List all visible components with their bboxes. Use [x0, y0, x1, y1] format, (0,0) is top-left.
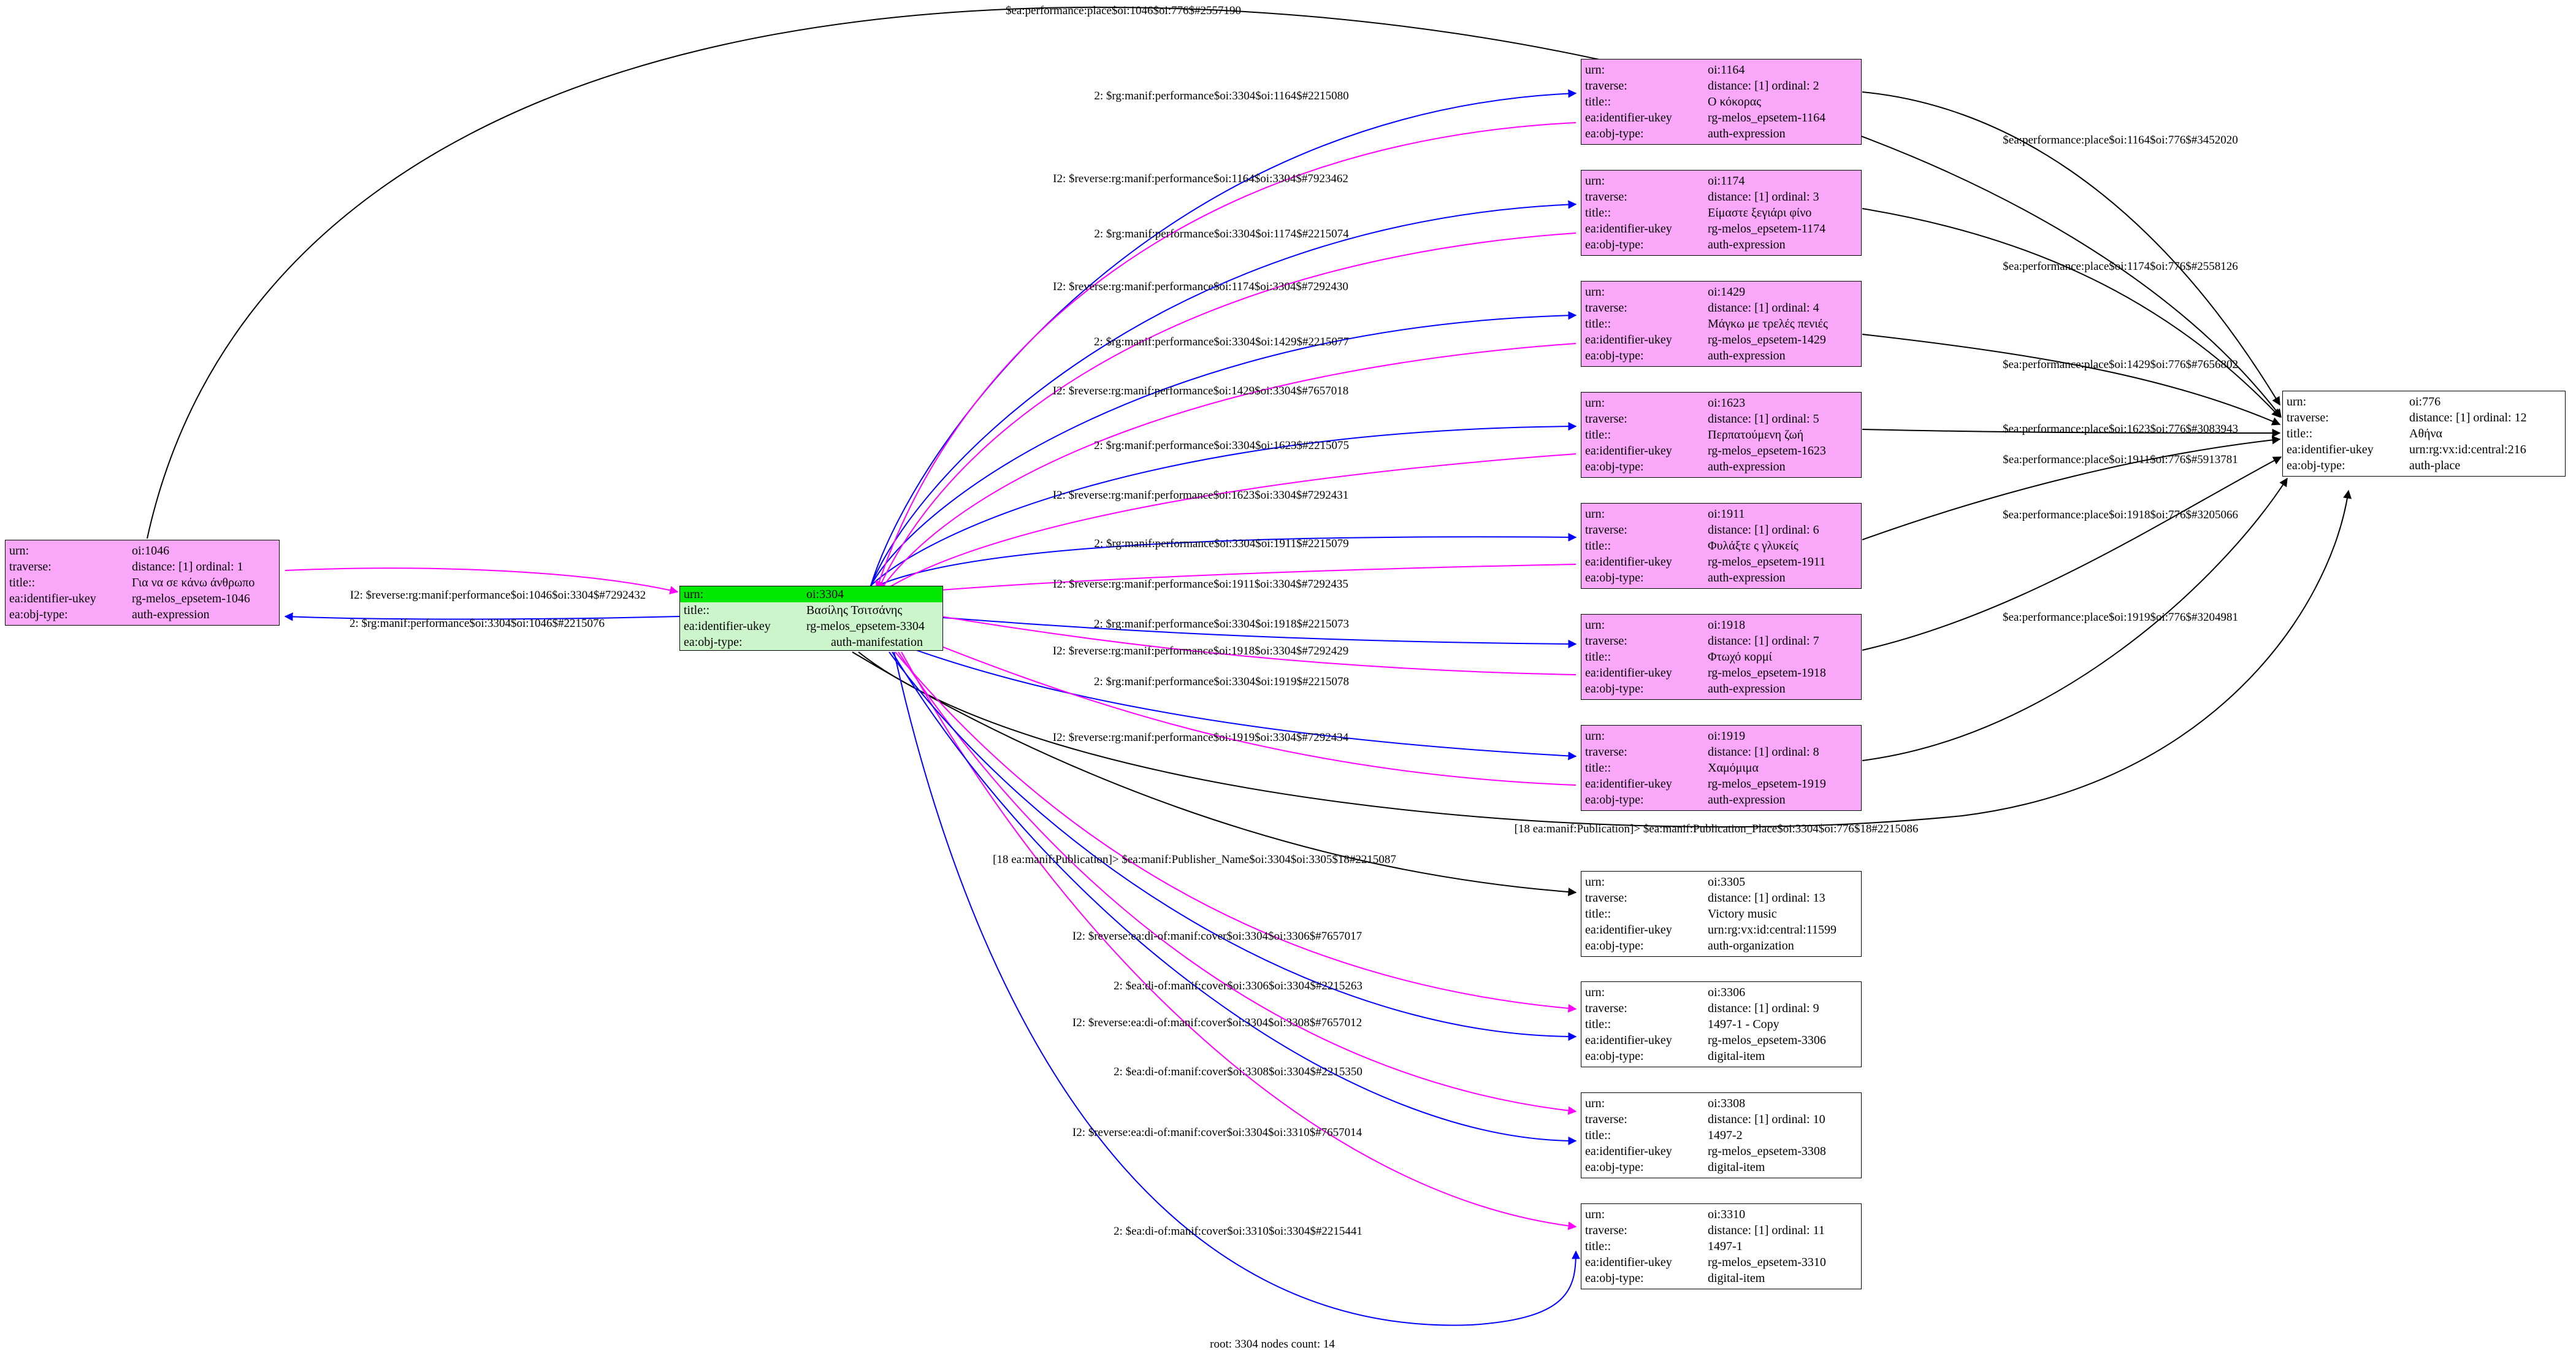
- node-776[interactable]: [2282, 391, 2566, 477]
- edge-label-place-1164: $ea:performance:place$oi:1164$oi:776$#3452020: [2003, 134, 2238, 147]
- node-1429-objtype: auth-expression: [1708, 349, 1786, 363]
- edge-label-reverse-1623: I2: $reverse:rg:manif:performance$oi:1623$oi:3304$#7292431: [1052, 489, 1349, 502]
- node-1046-urn: oi:1046: [132, 544, 170, 558]
- node-1046-urn-label: urn:: [9, 544, 29, 558]
- node-1429-urn-label: urn:: [1585, 285, 1605, 299]
- node-3304-urn: oi:3304: [806, 588, 844, 601]
- node-1046-title: Για να σε κάνω άνθρωπο: [132, 576, 255, 589]
- node-1919-objtype: auth-expression: [1708, 793, 1786, 807]
- node-1174-urn-label: urn:: [1585, 174, 1605, 188]
- node-3306-traverse: distance: [1] ordinal: 9: [1708, 1002, 1819, 1015]
- node-3305-title-label: title::: [1585, 907, 1611, 921]
- node-1919-type-label: ea:obj-type:: [1585, 793, 1644, 807]
- node-776-traverse-label: traverse:: [2287, 411, 2329, 424]
- edge-label-place-1046: $ea:performance:place$oi:1046$oi:776$#2557190: [1005, 4, 1242, 17]
- node-776-type-label: ea:obj-type:: [2287, 459, 2345, 472]
- node-3310-objtype: digital-item: [1708, 1272, 1765, 1285]
- node-1174-title-label: title::: [1585, 206, 1611, 220]
- node-1919-id-label: ea:identifier-ukey: [1585, 777, 1672, 791]
- node-3310-type-label: ea:obj-type:: [1585, 1272, 1644, 1285]
- edge-label-perf-1429: 2: $rg:manif:performance$oi:3304$oi:1429$#2215077: [1094, 336, 1349, 348]
- node-1429-traverse-label: traverse:: [1585, 301, 1627, 315]
- node-3305-title: Victory music: [1708, 907, 1777, 921]
- node-1623-urn: oi:1623: [1708, 396, 1746, 410]
- node-776-urn: oi:776: [2409, 395, 2441, 409]
- node-1911-title: Φυλάξτε ς γλυκείς: [1708, 539, 1798, 553]
- node-1911-urn: oi:1911: [1708, 507, 1745, 521]
- node-1918-objtype: auth-expression: [1708, 682, 1786, 696]
- node-1911[interactable]: [1581, 503, 1862, 589]
- edge-label-reverse-1164: I2: $reverse:rg:manif:performance$oi:1164$oi:3304$#7923462: [1053, 172, 1348, 185]
- node-1918-type-label: ea:obj-type:: [1585, 682, 1644, 696]
- node-3310[interactable]: [1581, 1203, 1862, 1289]
- node-1164-urn: oi:1164: [1708, 63, 1745, 77]
- node-1911-objtype: auth-expression: [1708, 571, 1786, 585]
- node-1911-title-label: title::: [1585, 539, 1611, 553]
- node-1174-title: Είμαστε ξεγιάρι φίνο: [1708, 206, 1812, 220]
- node-1429-type-label: ea:obj-type:: [1585, 349, 1644, 363]
- edge-label-reverse-1174: I2: $reverse:rg:manif:performance$oi:1174$oi:3304$#7292430: [1053, 280, 1348, 293]
- node-1918-traverse: distance: [1] ordinal: 7: [1708, 634, 1819, 648]
- node-3305-urn: oi:3305: [1708, 875, 1746, 889]
- node-3306-title: 1497-1 - Copy: [1708, 1018, 1779, 1031]
- node-1918-title-label: title::: [1585, 650, 1611, 664]
- node-776-urn-label: urn:: [2287, 395, 2307, 409]
- node-1174-traverse-label: traverse:: [1585, 190, 1627, 204]
- edge-label-place-1911: $ea:performance:place$oi:1911$oi:776$#5913781: [2003, 453, 2238, 466]
- edge-label-reverse-cover-3308: I2: $reverse:ea:di-of:manif:cover$oi:3304$oi:3308$#7657012: [1072, 1016, 1363, 1029]
- node-1911-traverse-label: traverse:: [1585, 523, 1627, 537]
- node-1164-type-label: ea:obj-type:: [1585, 127, 1644, 140]
- node-3305[interactable]: [1581, 871, 1862, 957]
- node-3304-objtype: auth-manifestation: [831, 635, 923, 649]
- node-1919-urn-label: urn:: [1585, 729, 1605, 743]
- node-3308-urn-label: urn:: [1585, 1097, 1605, 1110]
- node-1046-traverse-label: traverse:: [9, 560, 52, 574]
- node-3306-traverse-label: traverse:: [1585, 1002, 1627, 1015]
- node-1918[interactable]: [1581, 614, 1862, 700]
- edge-label-place-1919: $ea:performance:place$oi:1919$oi:776$#3204981: [2002, 611, 2239, 624]
- node-1623-id-label: ea:identifier-ukey: [1585, 444, 1672, 458]
- node-1623-title-label: title::: [1585, 428, 1611, 442]
- node-1046-id-label: ea:identifier-ukey: [9, 592, 96, 605]
- node-1174-type-label: ea:obj-type:: [1585, 238, 1644, 251]
- node-1046-title-label: title::: [9, 576, 36, 589]
- edge-label-reverse-1429: I2: $reverse:rg:manif:performance$oi:1429$oi:3304$#7657018: [1052, 385, 1349, 397]
- node-776-identifier: urn:rg:vx:id:central:216: [2409, 443, 2526, 456]
- node-1174[interactable]: [1581, 170, 1862, 256]
- node-3308[interactable]: [1581, 1092, 1862, 1178]
- node-776-id-label: ea:identifier-ukey: [2287, 443, 2374, 456]
- node-1164-urn-label: urn:: [1585, 63, 1605, 77]
- node-3310-urn-label: urn:: [1585, 1208, 1605, 1221]
- node-3306-urn: oi:3306: [1708, 986, 1746, 999]
- node-1918-title: Φτωχό κορμί: [1708, 650, 1772, 664]
- node-1174-objtype: auth-expression: [1708, 238, 1786, 251]
- node-3304-type-label: ea:obj-type:: [684, 635, 743, 649]
- node-1919-title: Χαμόμιμα: [1708, 761, 1759, 775]
- node-1918-identifier: rg-melos_epsetem-1918: [1708, 666, 1826, 680]
- node-3308-traverse: distance: [1] ordinal: 10: [1708, 1113, 1825, 1126]
- edge-label-reverse-cover-3306: I2: $reverse:ea:di-of:manif:cover$oi:3304$oi:3306$#7657017: [1072, 930, 1363, 943]
- edge-label-reverse-cover-3310: I2: $reverse:ea:di-of:manif:cover$oi:3304$oi:3310$#7657014: [1072, 1126, 1363, 1139]
- node-1429-traverse: distance: [1] ordinal: 4: [1708, 301, 1819, 315]
- node-1919-traverse: distance: [1] ordinal: 8: [1708, 745, 1819, 759]
- node-1164-traverse: distance: [1] ordinal: 2: [1708, 79, 1819, 93]
- edge-label-reverse-1046: I2: $reverse:rg:manif:performance$oi:1046$oi:3304$#7292432: [350, 589, 646, 602]
- node-1918-urn-label: urn:: [1585, 618, 1605, 632]
- node-1918-id-label: ea:identifier-ukey: [1585, 666, 1672, 680]
- node-1164-traverse-label: traverse:: [1585, 79, 1627, 93]
- node-3310-title-label: title::: [1585, 1240, 1611, 1253]
- node-3305-type-label: ea:obj-type:: [1585, 939, 1644, 953]
- node-3305-identifier: urn:rg:vx:id:central:11599: [1708, 923, 1836, 937]
- node-1164-title: Ο κόκορας: [1708, 95, 1762, 109]
- edge-label-publisher-name: [18 ea:manif:Publication]> $ea:manif:Publisher_Name$oi:3304$oi:3305$18#2215087: [993, 853, 1396, 866]
- node-3306-id-label: ea:identifier-ukey: [1585, 1034, 1672, 1047]
- node-1623-type-label: ea:obj-type:: [1585, 460, 1644, 474]
- node-3308-urn: oi:3308: [1708, 1097, 1746, 1110]
- node-3308-traverse-label: traverse:: [1585, 1113, 1627, 1126]
- node-3310-traverse-label: traverse:: [1585, 1224, 1627, 1237]
- node-1919[interactable]: [1581, 725, 1862, 811]
- node-3306-type-label: ea:obj-type:: [1585, 1049, 1644, 1063]
- edge-label-cover-3306: 2: $ea:di-of:manif:cover$oi:3306$oi:3304$#2215263: [1114, 980, 1363, 992]
- node-3306-title-label: title::: [1585, 1018, 1611, 1031]
- node-3305-traverse: distance: [1] ordinal: 13: [1708, 891, 1825, 905]
- node-1174-identifier: rg-melos_epsetem-1174: [1708, 222, 1826, 236]
- node-1623-identifier: rg-melos_epsetem-1623: [1708, 444, 1826, 458]
- edge-label-perf-1623: 2: $rg:manif:performance$oi:3304$oi:1623$#2215075: [1094, 439, 1349, 452]
- node-1164-objtype: auth-expression: [1708, 127, 1786, 140]
- edge-label-perf-1919: 2: $rg:manif:performance$oi:3304$oi:1919$#2215078: [1094, 675, 1349, 688]
- node-3310-title: 1497-1: [1708, 1240, 1743, 1253]
- node-1174-traverse: distance: [1] ordinal: 3: [1708, 190, 1819, 204]
- node-1164-id-label: ea:identifier-ukey: [1585, 111, 1672, 125]
- node-1164-identifier: rg-melos_epsetem-1164: [1708, 111, 1826, 125]
- node-1623-traverse: distance: [1] ordinal: 5: [1708, 412, 1819, 426]
- edge-label-perf-1918: 2: $rg:manif:performance$oi:3304$oi:1918$#2215073: [1094, 618, 1349, 631]
- node-1046[interactable]: [5, 540, 280, 626]
- node-1046-identifier: rg-melos_epsetem-1046: [132, 592, 250, 605]
- node-1046-traverse: distance: [1] ordinal: 1: [132, 560, 243, 574]
- node-1919-identifier: rg-melos_epsetem-1919: [1708, 777, 1826, 791]
- edge-label-place-1174: $ea:performance:place$oi:1174$oi:776$#2558126: [2003, 260, 2238, 273]
- node-1164[interactable]: [1581, 59, 1862, 145]
- node-1046-type-label: ea:obj-type:: [9, 608, 68, 621]
- node-3310-identifier: rg-melos_epsetem-3310: [1708, 1256, 1826, 1269]
- node-1919-urn: oi:1919: [1708, 729, 1746, 743]
- graph-footer-note: root: 3304 nodes count: 14: [1210, 1338, 1335, 1351]
- node-1623[interactable]: [1581, 392, 1862, 478]
- node-3304-urn-label: urn:: [684, 588, 704, 601]
- node-3306-objtype: digital-item: [1708, 1049, 1765, 1063]
- node-3305-traverse-label: traverse:: [1585, 891, 1627, 905]
- node-1911-id-label: ea:identifier-ukey: [1585, 555, 1672, 569]
- node-1429-identifier: rg-melos_epsetem-1429: [1708, 333, 1826, 347]
- node-1429-id-label: ea:identifier-ukey: [1585, 333, 1672, 347]
- node-3308-title-label: title::: [1585, 1129, 1611, 1142]
- edge-label-place-1623: $ea:performance:place$oi:1623$oi:776$#3083943: [2002, 423, 2239, 435]
- node-3304-title: Βασίλης Τσιτσάνης: [806, 604, 903, 617]
- node-3305-objtype: auth-organization: [1708, 939, 1794, 953]
- node-3305-urn-label: urn:: [1585, 875, 1605, 889]
- node-1623-traverse-label: traverse:: [1585, 412, 1627, 426]
- node-3308-objtype: digital-item: [1708, 1160, 1765, 1174]
- node-3310-traverse: distance: [1] ordinal: 11: [1708, 1224, 1825, 1237]
- node-776-traverse: distance: [1] ordinal: 12: [2409, 411, 2527, 424]
- node-776-objtype: auth-place: [2409, 459, 2461, 472]
- edge-label-place-1918: $ea:performance:place$oi:1918$oi:776$#3205066: [2002, 508, 2239, 521]
- node-1623-title: Περπατούμενη ζωή: [1708, 428, 1804, 442]
- node-1623-objtype: auth-expression: [1708, 460, 1786, 474]
- node-1174-urn: oi:1174: [1708, 174, 1745, 188]
- node-1911-type-label: ea:obj-type:: [1585, 571, 1644, 585]
- edge-label-perf-1046: 2: $rg:manif:performance$oi:3304$oi:1046$#2215076: [350, 617, 605, 630]
- node-3310-urn: oi:3310: [1708, 1208, 1746, 1221]
- node-3310-id-label: ea:identifier-ukey: [1585, 1256, 1672, 1269]
- node-1623-urn-label: urn:: [1585, 396, 1605, 410]
- node-1429-urn: oi:1429: [1708, 285, 1746, 299]
- node-1911-identifier: rg-melos_epsetem-1911: [1708, 555, 1826, 569]
- node-1174-id-label: ea:identifier-ukey: [1585, 222, 1672, 236]
- node-1911-traverse: distance: [1] ordinal: 6: [1708, 523, 1819, 537]
- node-3305-id-label: ea:identifier-ukey: [1585, 923, 1672, 937]
- edge-label-reverse-1911: I2: $reverse:rg:manif:performance$oi:1911$oi:3304$#7292435: [1053, 578, 1348, 591]
- node-3306[interactable]: [1581, 981, 1862, 1067]
- node-776-title: Αθήνα: [2409, 427, 2443, 440]
- node-3304[interactable]: [679, 586, 943, 651]
- node-3304-identifier: rg-melos_epsetem-3304: [806, 620, 925, 633]
- node-3304-title-label: title::: [684, 604, 710, 617]
- edge-label-perf-1174: 2: $rg:manif:performance$oi:3304$oi:1174$#2215074: [1094, 228, 1349, 240]
- node-1164-title-label: title::: [1585, 95, 1611, 109]
- node-1918-traverse-label: traverse:: [1585, 634, 1627, 648]
- node-3308-type-label: ea:obj-type:: [1585, 1160, 1644, 1174]
- node-1911-urn-label: urn:: [1585, 507, 1605, 521]
- node-1918-urn: oi:1918: [1708, 618, 1746, 632]
- node-3304-id-label: ea:identifier-ukey: [684, 620, 771, 633]
- edge-label-place-1429: $ea:performance:place$oi:1429$oi:776$#7656802: [2002, 358, 2239, 371]
- edge-label-cover-3310: 2: $ea:di-of:manif:cover$oi:3310$oi:3304$#2215441: [1114, 1225, 1363, 1238]
- node-1429-title-label: title::: [1585, 317, 1611, 331]
- node-3306-identifier: rg-melos_epsetem-3306: [1708, 1034, 1826, 1047]
- node-3308-id-label: ea:identifier-ukey: [1585, 1145, 1672, 1158]
- edge-label-reverse-1919: I2: $reverse:rg:manif:performance$oi:1919$oi:3304$#7292434: [1052, 731, 1349, 744]
- node-1046-objtype: auth-expression: [132, 608, 210, 621]
- node-1919-title-label: title::: [1585, 761, 1611, 775]
- edge-label-perf-1164: 2: $rg:manif:performance$oi:3304$oi:1164$#2215080: [1094, 90, 1349, 102]
- node-1429-title: Μάγκω με τρελές πενιές: [1708, 317, 1828, 331]
- node-1429[interactable]: [1581, 281, 1862, 367]
- node-3308-identifier: rg-melos_epsetem-3308: [1708, 1145, 1826, 1158]
- edge-label-perf-1911: 2: $rg:manif:performance$oi:3304$oi:1911$#2215079: [1094, 537, 1349, 550]
- node-1919-traverse-label: traverse:: [1585, 745, 1627, 759]
- node-776-title-label: title::: [2287, 427, 2313, 440]
- node-3306-urn-label: urn:: [1585, 986, 1605, 999]
- edge-label-reverse-1918: I2: $reverse:rg:manif:performance$oi:1918$oi:3304$#7292429: [1052, 645, 1349, 658]
- edge-label-publication-place: [18 ea:manif:Publication]> $ea:manif:Publication_Place$oi:3304$oi:776$18#2215086: [1514, 823, 1919, 835]
- edge-label-cover-3308: 2: $ea:di-of:manif:cover$oi:3308$oi:3304$#2215350: [1114, 1065, 1363, 1078]
- node-3308-title: 1497-2: [1708, 1129, 1743, 1142]
